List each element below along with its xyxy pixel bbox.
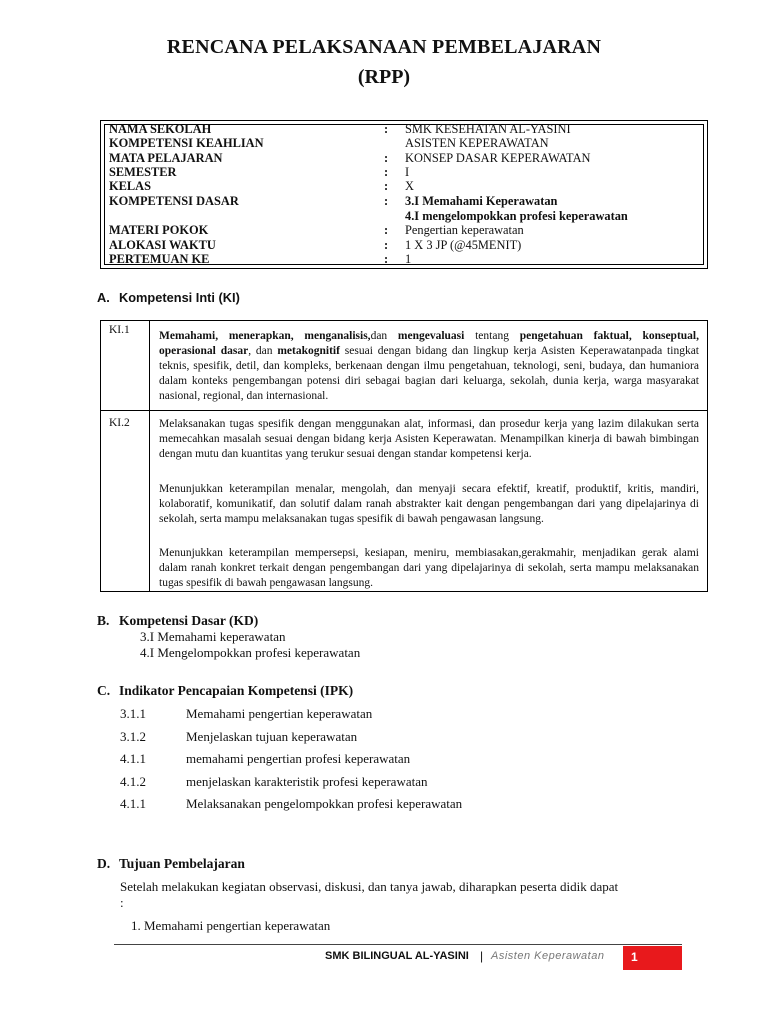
section-title: Kompetensi Inti (KI) [119, 290, 240, 305]
ki-table [100, 320, 708, 592]
ipk-code: 3.1.1 [120, 706, 146, 721]
identity-label: PERTEMUAN KE [109, 252, 210, 266]
section-letter: B. [97, 613, 110, 628]
section-letter: C. [97, 683, 111, 698]
ki1-seg: Memahami, [159, 330, 219, 342]
ki2-label: KI.2 [109, 417, 130, 429]
ki1-seg: , dan [248, 345, 278, 357]
ipk-text: Memahami pengertian keperawatan [186, 706, 373, 721]
ki1-seg: pengetahuan faktual, konseptual, operasional dasar [159, 330, 700, 357]
ki1-seg: menganalisis, [304, 330, 371, 342]
identity-value: SMK KESEHATAN AL-YASINI [405, 122, 571, 136]
kd-item: 3.I Memahami keperawatan [140, 629, 286, 644]
page-number: 1 [631, 950, 638, 964]
ipk-code: 4.1.1 [120, 751, 146, 766]
identity-value: 4.I mengelompokkan profesi keperawatan [405, 209, 628, 223]
footer-divider [114, 944, 682, 945]
objective-item: 1. Memahami pengertian keperawatan [131, 918, 331, 933]
page-number-badge [623, 946, 682, 970]
section-letter: A. [97, 290, 110, 305]
ki1-seg [294, 330, 305, 342]
identity-value: KONSEP DASAR KEPERAWATAN [405, 151, 591, 165]
footer-separator: | [480, 949, 484, 963]
identity-label: SEMESTER [109, 165, 177, 179]
identity-colon: : [384, 238, 389, 252]
section-d-heading [97, 856, 245, 872]
identity-colon: : [384, 165, 389, 179]
ki-table-column-divider [149, 321, 150, 591]
footer-program-name: Asisten Keperawatan [491, 950, 605, 962]
identity-label: ALOKASI WAKTU [109, 238, 216, 252]
ki1-seg: sesuai dengan bidang dan lingkup kerja Asisten Keperawatanpada tingkat teknis, spesifik, detil, dan kompleks, berkenaan dengan ilmu pengetahuan, teknologi, seni, budaya, dan humaniora dalam konteks pengembangan potensi diri sebagai bagian dari keluarga, sekolah, dunia kerja, warga masyarakat nasional, regional, dan internasional. [159, 345, 699, 402]
ipk-code: 3.1.2 [120, 729, 146, 744]
ipk-text: Melaksanakan pengelompokkan profesi keperawatan [186, 796, 463, 811]
ki-table-divider [101, 410, 707, 411]
section-title: Indikator Pencapaian Kompetensi (IPK) [119, 683, 354, 698]
section-letter: D. [97, 856, 111, 871]
section-b-heading [97, 613, 258, 629]
identity-value: 3.I Memahami Keperawatan [405, 194, 558, 208]
identity-colon: : [384, 223, 389, 237]
identity-label: KOMPETENSI DASAR [109, 194, 239, 208]
identity-value: I [405, 165, 410, 179]
identity-label: NAMA SEKOLAH [109, 122, 212, 136]
identity-value: 1 [405, 252, 412, 266]
section-title: Kompetensi Dasar (KD) [119, 613, 259, 628]
objective-intro-colon: : [120, 895, 124, 910]
ki2-para3: Menunjukkan keterampilan mempersepsi, kesiapan, meniru, membiasakan,gerakmahir, menjadikan gerak alami dalam ranah konkret terkait dengan pengembangan dari yang dipelajarinya di sekolah, serta mampu melaksanakan tugas spesifik di bawah pengawasan langsung. [159, 547, 699, 589]
ki1-seg: dan [370, 330, 398, 342]
identity-value: Pengertian keperawatan [405, 223, 524, 237]
document-title: RENCANA PELAKSANAAN PEMBELAJARAN [166, 36, 602, 58]
ipk-text: menjelaskan karakteristik profesi keperawatan [186, 774, 428, 789]
identity-label: KELAS [109, 179, 152, 193]
ipk-code: 4.1.2 [120, 774, 146, 789]
identity-colon: : [384, 252, 389, 266]
ki2-para1: Melaksanakan tugas spesifik dengan menggunakan alat, informasi, dan prosedur kerja yang lazim dilakukan serta memecahkan masalah sesuai dengan bidang kerja Asisten Keperawatan. Menampilkan kinerja di bawah bimbingan dengan mutu dan kuantitas yang terukur sesuai dengan standar kompetensi kerja. [159, 418, 699, 460]
identity-colon: : [384, 122, 389, 136]
section-title: Tujuan Pembelajaran [119, 856, 245, 871]
ipk-code: 4.1.1 [120, 796, 146, 811]
ki1-seg: tentang [464, 330, 520, 342]
document-subtitle: (RPP) [357, 66, 411, 88]
identity-value: X [405, 179, 414, 193]
identity-table [100, 120, 708, 269]
ipk-text: Menjelaskan tujuan keperawatan [186, 729, 358, 744]
identity-label: MATERI POKOK [109, 223, 209, 237]
ki1-seg: mengevaluasi [397, 330, 465, 342]
kd-item: 4.I Mengelompokkan profesi keperawatan [140, 645, 361, 660]
section-a-heading [97, 290, 240, 305]
ki2-para2: Menunjukkan keterampilan menalar, mengolah, dan menyaji secara efektif, kreatif, produktif, kritis, mandiri, kolaboratif, komunikatif, dan solutif dalam ranah abstrakter kait dengan pengembangan dari yang dipelajarinya di sekolah, serta mampu melaksanakan tugas spesifik di bawah pengawasan langsung. [159, 483, 699, 525]
identity-value: ASISTEN KEPERAWATAN [405, 136, 549, 150]
identity-colon: : [384, 179, 389, 193]
ki1-seg: menerapkan, [228, 330, 294, 342]
ki1-text [159, 329, 699, 404]
section-c-heading [97, 683, 353, 699]
ki1-seg [218, 330, 229, 342]
ipk-text: memahami pengertian profesi keperawatan [186, 751, 411, 766]
ki1-seg: metakognitif [277, 345, 340, 357]
identity-label: MATA PELAJARAN [109, 151, 223, 165]
identity-value: 1 X 3 JP (@45MENIT) [405, 238, 522, 252]
identity-label: KOMPETENSI KEAHLIAN [109, 136, 264, 150]
footer-school-name: SMK BILINGUAL AL-YASINI [325, 950, 469, 962]
identity-colon: : [384, 194, 389, 208]
identity-colon: : [384, 151, 389, 165]
ki1-label: KI.1 [109, 324, 130, 336]
objective-intro: Setelah melakukan kegiatan observasi, diskusi, dan tanya jawab, diharapkan peserta didik dapat [120, 879, 619, 894]
